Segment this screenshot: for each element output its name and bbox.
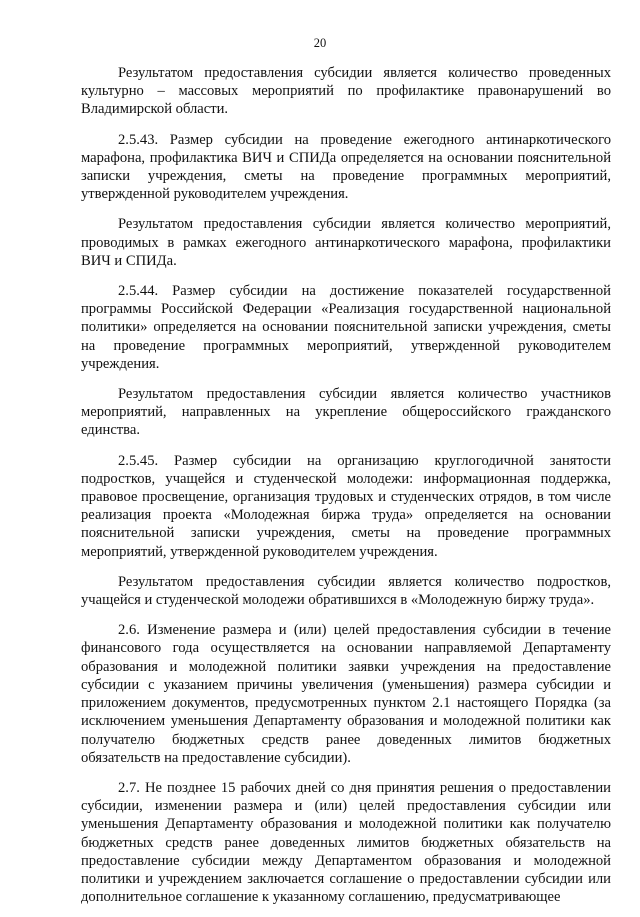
paragraph-2-6: 2.6. Изменение размера и (или) целей предоставления субсидии в течение финансового года осуществляется на основании направляемой Департаменту образования и молодежной политики заявки учреждения на предоставление субсидии с указанием причины увеличения (уменьшения) размера субсидии и приложением документов, предусмотренных пунктом 2.1 настоящего Порядка (за исключением уменьшения Департаменту образования и молодежной политики как получателю бюджетных средств ранее доведенных лимитов бюджетных обязательств на предоставление субсидии). <box>81 622 611 766</box>
paragraph-result-cultural-events: Результатом предоставления субсидии является количество проведенных культурно – массовых мероприятий по профилактике правонарушений во Владимирской области. <box>81 65 611 118</box>
paragraph-2-7: 2.7. Не позднее 15 рабочих дней со дня принятия решения о предоставлении субсидии, изменении размера и (или) целей предоставления субсидии или уменьшения Департаменту образования и молодежной политики как получателю бюджетных средств ранее доведенных лимитов бюджетных обязательств на предоставление субсидии между Департаментом образования и молодежной политики и учреждением заключается соглашение о предоставлении субсидии или дополнительное соглашение к указанному соглашению, предусматривающее <box>81 779 611 906</box>
paragraph-2-5-44: 2.5.44. Размер субсидии на достижение показателей государственной программы Российской Федерации «Реализация государственной национальной политики» определяется на основании пояснительной записки учреждения, сметы на проведение программных мероприятий, утвержденной руководителем учреждения. <box>81 283 611 372</box>
page-number: 20 <box>313 36 327 50</box>
document-body <box>81 64 611 917</box>
paragraph-result-marathon: Результатом предоставления субсидии является количество мероприятий, проводимых в рамках ежегодного антинаркотического марафона, профилактики ВИЧ и СПИДа. <box>81 216 611 269</box>
paragraph-result-participants: Результатом предоставления субсидии является количество участников мероприятий, направленных на укрепление общероссийского гражданского единства. <box>81 386 611 439</box>
paragraph-result-youth-exchange: Результатом предоставления субсидии является количество подростков, учащейся и студенческой молодежи обратившихся в «Молодежную биржу труда». <box>81 573 611 609</box>
paragraph-2-5-45: 2.5.45. Размер субсидии на организацию круглогодичной занятости подростков, учащейся и студенческой молодежи: информационная поддержка, правовое просвещение, организация трудовых и студенческих отрядов, в том числе реализация проекта «Молодежная биржа труда» определяется на основании пояснительной записки учреждения, сметы на проведение программных мероприятий, утвержденной руководителем учреждения. <box>81 452 611 560</box>
paragraph-2-5-43: 2.5.43. Размер субсидии на проведение ежегодного антинаркотического марафона, профилактика ВИЧ и СПИДа определяется на основании пояснительной записки учреждения, сметы на проведение программных мероприятий, утвержденной руководителем учреждения. <box>81 131 611 203</box>
